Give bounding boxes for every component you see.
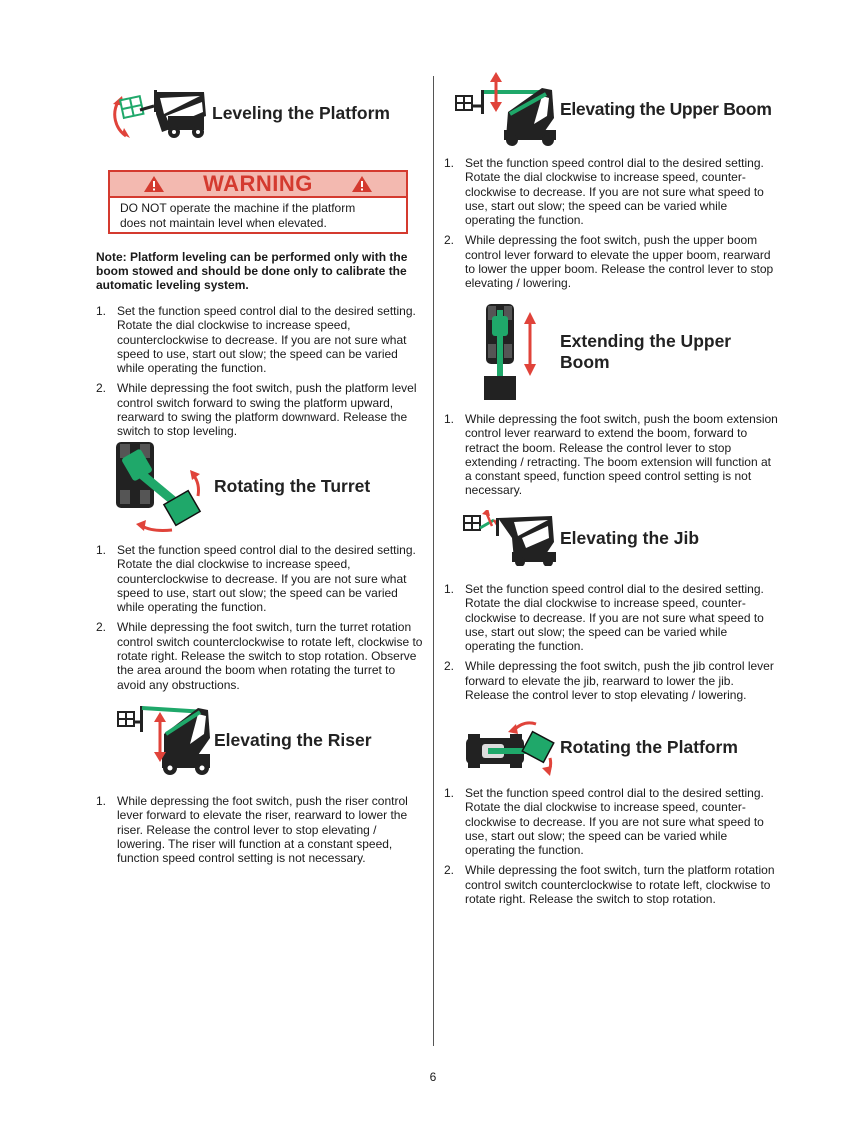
list-item: [444, 233, 780, 290]
leveling-steps: [96, 304, 426, 445]
list-item: [96, 304, 426, 375]
list-item: [96, 543, 426, 614]
turret-rotation-icon: [112, 438, 214, 534]
warning-line: does not maintain level when elevated.: [120, 216, 327, 230]
warning-triangle-icon: [143, 175, 165, 193]
step-number: 2.: [96, 381, 107, 396]
upper-boom-title: Elevating the Upper Boom: [560, 98, 772, 119]
warning-box: [108, 170, 408, 234]
warning-bar: [110, 172, 406, 198]
column-divider: [433, 76, 434, 1046]
upper-boom-steps: [444, 156, 780, 297]
leveling-title: Leveling the Platform: [212, 102, 390, 123]
step-number: 2.: [444, 659, 455, 674]
step-text: While depressing the foot switch, push the platform level control switch forward to swing the platform upward, rearward to swing the platform downward. Release the switch to stop leveling.: [117, 381, 417, 439]
platform-leveling-icon: [110, 86, 212, 140]
step-number: 1.: [444, 582, 455, 596]
step-text: While depressing the foot switch, push the jib control lever forward to elevate the jib, rearward to lower the jib. Release the control lever to stop elevating / lowering.: [465, 659, 774, 703]
platform-rotation-icon: [462, 718, 560, 776]
list-item: [444, 863, 780, 906]
step-number: 1.: [96, 794, 107, 808]
leveling-note: Note: Platform leveling can be performed only with the boom stowed and should be done only to calibrate the automatic leveling system.: [96, 250, 408, 292]
platform-rotation-title: Rotating the Platform: [560, 736, 738, 757]
jib-title: Elevating the Jib: [560, 527, 700, 548]
step-text: Set the function speed control dial to the desired setting. Rotate the dial clockwise to increase speed, counterclockwise to decrease. If you are not sure what speed to use, start out slow; the speed can be varied while operating the function.: [117, 304, 416, 376]
warning-title: WARNING: [203, 171, 313, 196]
list-item: [444, 412, 780, 498]
step-number: 2.: [444, 233, 455, 248]
upper-boom-header: [454, 72, 772, 146]
list-item: [444, 582, 780, 653]
riser-steps: [96, 794, 416, 871]
extend-boom-title-line1: Extending the Upper: [560, 331, 732, 351]
list-item: [444, 786, 780, 857]
extend-boom-title: [560, 331, 731, 373]
jib-steps: [444, 582, 780, 708]
list-item: [96, 794, 416, 865]
step-text: Set the function speed control dial to the desired setting. Rotate the dial clockwise to increase speed, counter-clockwise to decrease. If you are not sure what speed to use, start out slow; the speed can be varied while operating the function.: [465, 156, 764, 228]
step-text: While depressing the foot switch, push the upper boom control lever forward to elevate the upper boom, rearward to lower the upper boom. Release the control lever to stop elevating / lowering.: [465, 233, 774, 291]
platform-rotation-steps: [444, 786, 780, 912]
list-item: [444, 156, 780, 227]
step-number: 1.: [96, 543, 107, 557]
warning-triangle-icon: [351, 175, 373, 193]
upper-boom-elevation-icon: [454, 72, 560, 146]
step-number: 1.: [444, 156, 455, 170]
step-number: 1.: [444, 786, 455, 800]
step-text: While depressing the foot switch, push the boom extension control lever rearward to extend the boom, forward to retract the boom. Release the control lever to stop extending / retracting. The boom extension will function at a constant speed, function speed control setting is not necessary.: [465, 412, 778, 498]
page-number: 6: [429, 1070, 437, 1084]
extend-boom-header: [480, 300, 731, 404]
riser-header: [116, 704, 372, 776]
warning-line: DO NOT operate the machine if the platform: [120, 201, 356, 215]
jib-header: [462, 510, 699, 566]
riser-elevation-icon: [116, 704, 214, 776]
turret-header: [112, 438, 370, 534]
warning-text: [110, 198, 406, 231]
leveling-header: [110, 86, 390, 140]
platform-rotation-header: [462, 718, 738, 776]
step-number: 2.: [444, 863, 455, 878]
turret-steps: [96, 543, 426, 698]
step-number: 1.: [96, 304, 107, 318]
list-item: [96, 620, 426, 691]
boom-extension-icon: [480, 300, 560, 404]
riser-title: Elevating the Riser: [214, 729, 372, 750]
step-text: While depressing the foot switch, turn the turret rotation control switch counterclockwise to rotate left, clockwise to rotate right. Release the switch to stop rotation. Observe the area around the boom when rotating the turret to avoid any obstructions.: [117, 620, 423, 692]
step-text: Set the function speed control dial to the desired setting. Rotate the dial clockwise to increase speed, counter-clockwise to decrease. If you are not sure what speed to use, start out slow; the speed can be varied while operating the function.: [465, 582, 764, 654]
extend-boom-steps: [444, 412, 780, 504]
step-text: Set the function speed control dial to the desired setting. Rotate the dial clockwise to increase speed, counterclockwise to decrease. If you are not sure what speed to use, start out slow; the speed can be varied while operating the function.: [117, 543, 416, 615]
extend-boom-title-line2: Boom: [560, 352, 610, 372]
list-item: [444, 659, 780, 702]
step-text: While depressing the foot switch, turn the platform rotation control switch counterclockwise to rotate left, clockwise to rotate right. Release the switch to stop rotation.: [465, 863, 775, 907]
step-number: 1.: [444, 412, 455, 426]
turret-title: Rotating the Turret: [214, 475, 371, 496]
step-text: Set the function speed control dial to the desired setting. Rotate the dial clockwise to increase speed, counter-clockwise to decrease. If you are not sure what speed to use, start out slow; the speed can be varied while operating the function.: [465, 786, 764, 858]
step-text: While depressing the foot switch, push the riser control lever forward to elevate the riser, rearward to lower the riser. Release the control lever to stop elevating / lowering. The riser will function at a constant speed, function speed control setting is not necessary.: [117, 794, 408, 866]
jib-elevation-icon: [462, 510, 560, 566]
list-item: [96, 381, 426, 438]
step-number: 2.: [96, 620, 107, 635]
